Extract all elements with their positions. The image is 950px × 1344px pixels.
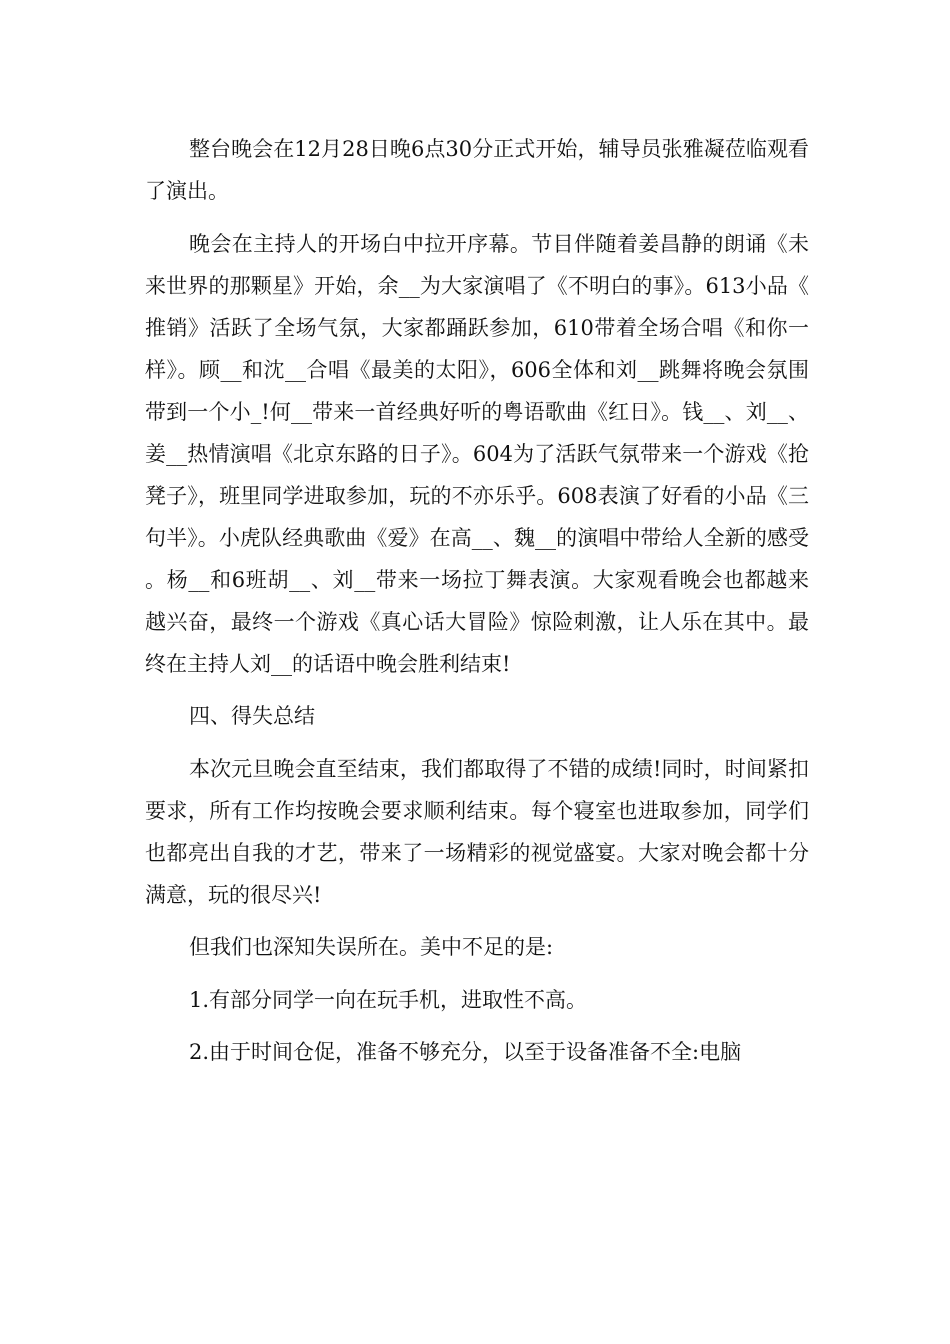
paragraph-program-review: 晚会在主持人的开场白中拉开序幕。节目伴随着姜昌静的朗诵《未来世界的那颗星》开始，余__为大家演唱了《不明白的事》。613小品《推销》活跃了全场气氛，大家都踊跃参加，610带着全场合唱《和你一样》。顾__和沈__合唱《最美的太阳》，606全体和刘__跳舞将晚会氛围带到一个小_!何__带来一首经典好听的粤语歌曲《红日》。钱__、刘__、姜__热情演唱《北京东路的日子》。604为了活跃气氛带来一个游戏《抢凳子》，班里同学进取参加，玩的不亦乐乎。608表演了好看的小品《三句半》。小虎队经典歌曲《爱》在高__、魏__的演唱中带给人全新的感受。杨__和6班胡__、刘__带来一场拉丁舞表演。大家观看晚会也都越来越兴奋，最终一个游戏《真心话大冒险》惊险刺激，让人乐在其中。最终在主持人刘__的话语中晚会胜利结束! <box>145 231 809 676</box>
list-item-shortcoming-1: 1.有部分同学一向在玩手机，进取性不高。 <box>189 987 588 1012</box>
paragraph-shortcomings-intro: 但我们也深知失误所在。美中不足的是: <box>189 935 554 959</box>
document-page <box>145 128 809 1084</box>
paragraph-achievements: 本次元旦晚会直至结束，我们都取得了不错的成绩!同时，时间紧扣要求，所有工作均按晚会要求顺利结束。每个寝室也进取参加，同学们也都亮出自我的才艺，带来了一场精彩的视觉盛宴。大家对晚会都十分满意，玩的很尽兴! <box>145 756 809 907</box>
section-heading-summary: 四、得失总结 <box>189 704 315 728</box>
list-item-shortcoming-2: 2.由于时间仓促，准备不够充分，以至于设备准备不全:电脑 <box>189 1040 742 1064</box>
paragraph-opening-time: 整台晚会在12月28日晚6点30分正式开始，辅导员张雅凝莅临观看了演出。 <box>145 137 809 203</box>
